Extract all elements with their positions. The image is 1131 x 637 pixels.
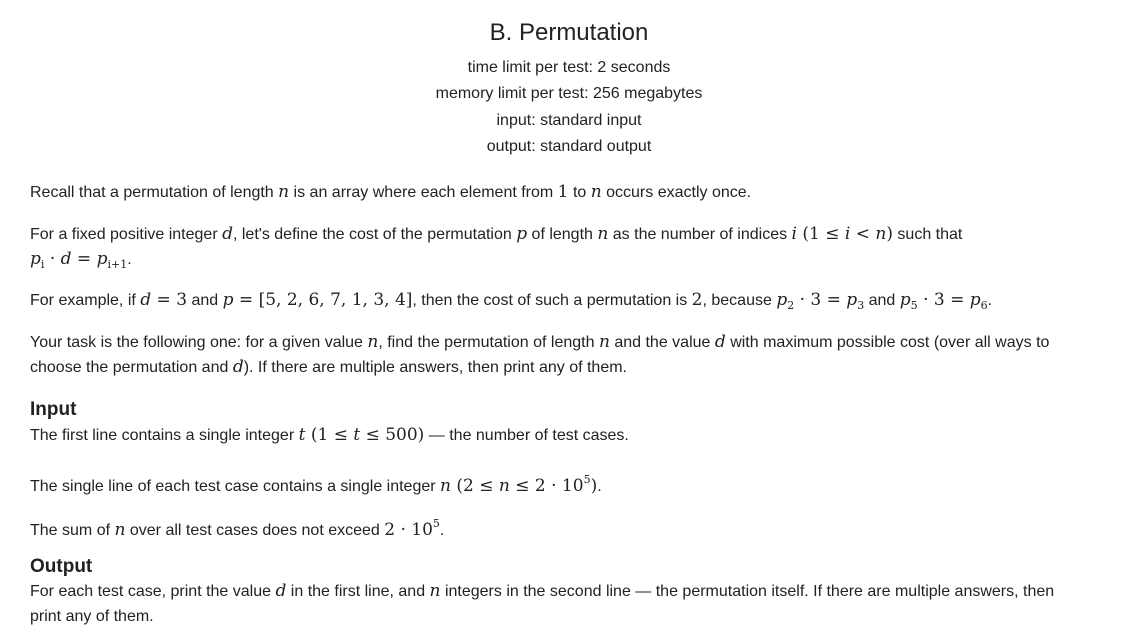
problem-limits: [30, 55, 1108, 160]
statement-paragraph-1: [30, 180, 1108, 205]
output-spec: output: standard output: [486, 137, 652, 155]
input-paragraph-3: [30, 511, 1108, 543]
text: in the first line, and: [286, 583, 430, 600]
math-var: d: [275, 581, 287, 601]
math-var: n: [598, 332, 610, 352]
math-var: n: [429, 581, 441, 601]
text: Recall that a permutation of length: [30, 184, 279, 201]
math-expr: = [5, 2, 6, 7, 1, 3, 4]: [233, 290, 413, 310]
text: and: [187, 292, 223, 309]
math-superscript: 5: [583, 473, 591, 486]
math-var: n: [114, 520, 126, 540]
input-paragraph-1: [30, 423, 1108, 448]
math-var: n: [590, 182, 602, 202]
math-op: =: [71, 249, 97, 269]
statement-paragraph-2: [30, 222, 1090, 277]
problem-header: [30, 18, 1108, 160]
math-op: (1 ≤: [305, 425, 354, 445]
text: .: [127, 251, 132, 268]
math-var: p: [776, 290, 788, 310]
text: integers in the second line — the permutation itself. If there are multiple answers, then print any of them.: [30, 583, 1055, 625]
math-var: d: [714, 332, 726, 352]
text: The first line contains a single integer: [30, 427, 299, 444]
text: .: [439, 522, 445, 539]
math-num: 2: [691, 290, 703, 310]
math-var: n: [367, 332, 379, 352]
text: — the number of test cases.: [424, 427, 629, 444]
math-var: p: [899, 290, 911, 310]
text: and: [864, 292, 900, 309]
text: , find the permutation of length: [378, 334, 599, 351]
math-var: p: [969, 290, 981, 310]
math-op: (1 ≤: [796, 224, 845, 244]
time-limit: time limit per test: 2 seconds: [467, 59, 671, 76]
math-expr: 2 · 10: [384, 520, 433, 540]
math-var: i: [844, 224, 851, 244]
text: over all test cases does not exceed: [125, 522, 385, 539]
math-var: d: [222, 224, 233, 244]
math-op: ·: [44, 249, 61, 269]
input-paragraph-2: [30, 467, 1108, 499]
math-subscript: 2: [787, 299, 795, 312]
memory-limit: memory limit per test: 256 megabytes: [435, 85, 703, 103]
statement-paragraph-3: [30, 288, 1108, 318]
math-subscript: i: [40, 258, 45, 271]
text: For example, if: [30, 292, 141, 309]
output-section-title: Output: [30, 556, 93, 577]
text: to: [568, 184, 591, 201]
text: such that: [892, 226, 963, 243]
text: , then the cost of such a permutation is: [412, 292, 692, 309]
math-subscript: 5: [910, 299, 918, 312]
text: of length: [527, 226, 598, 243]
math-var: n: [597, 224, 609, 244]
math-op: = 3: [151, 290, 188, 310]
math-op: ≤ 2 · 10: [509, 476, 584, 496]
text: is an array where each element from: [289, 184, 558, 201]
output-paragraph-1: [30, 579, 1070, 629]
text: The sum of: [30, 522, 115, 539]
math-op: ≤ 500): [360, 425, 425, 445]
text: .: [987, 292, 993, 309]
math-var: p: [96, 249, 108, 269]
math-subscript: 6: [980, 299, 988, 312]
math-var: d: [60, 249, 72, 269]
text: For a fixed positive integer: [30, 226, 223, 243]
math-var: n: [278, 182, 290, 202]
math-op: <: [850, 224, 876, 244]
text: as the number of indices: [608, 226, 792, 243]
math-var: t: [353, 425, 361, 445]
text: ). If there are multiple answers, then print any of them.: [243, 359, 627, 376]
text: The single line of each test case contains a single integer: [30, 478, 441, 495]
text: , because: [702, 292, 777, 309]
math-op: ): [590, 476, 598, 496]
text: occurs exactly once.: [601, 184, 752, 201]
problem-title: B. Permutation: [489, 19, 649, 46]
math-var: p: [222, 290, 234, 310]
text: , let's define the cost of the permutation: [232, 226, 517, 243]
math-var: n: [440, 476, 451, 496]
math-var: d: [232, 357, 244, 377]
math-var: i: [791, 224, 797, 244]
text: For each test case, print the value: [30, 583, 276, 600]
math-var: d: [140, 290, 152, 310]
math-op: ): [886, 224, 893, 244]
math-var: p: [30, 249, 41, 269]
math-num: 1: [557, 182, 569, 202]
math-subscript: 3: [857, 299, 865, 312]
math-var: t: [298, 425, 306, 445]
math-op: · 3 =: [794, 290, 847, 310]
math-subscript: i+1: [107, 258, 128, 271]
text: .: [597, 478, 602, 495]
statement-paragraph-4: [30, 330, 1100, 380]
math-op: · 3 =: [917, 290, 970, 310]
math-superscript: 5: [432, 517, 440, 530]
text: with maximum possible cost (over all ways to choose the permutation and: [30, 334, 1050, 376]
math-var: n: [498, 476, 510, 496]
input-spec: input: standard input: [496, 111, 642, 129]
math-var: n: [875, 224, 887, 244]
math-var: p: [516, 224, 528, 244]
math-op: (2 ≤: [450, 476, 499, 496]
text: Your task is the following one: for a given value: [30, 334, 368, 351]
input-section-title: Input: [30, 399, 77, 420]
math-var: p: [846, 290, 858, 310]
text: and the value: [609, 334, 715, 351]
